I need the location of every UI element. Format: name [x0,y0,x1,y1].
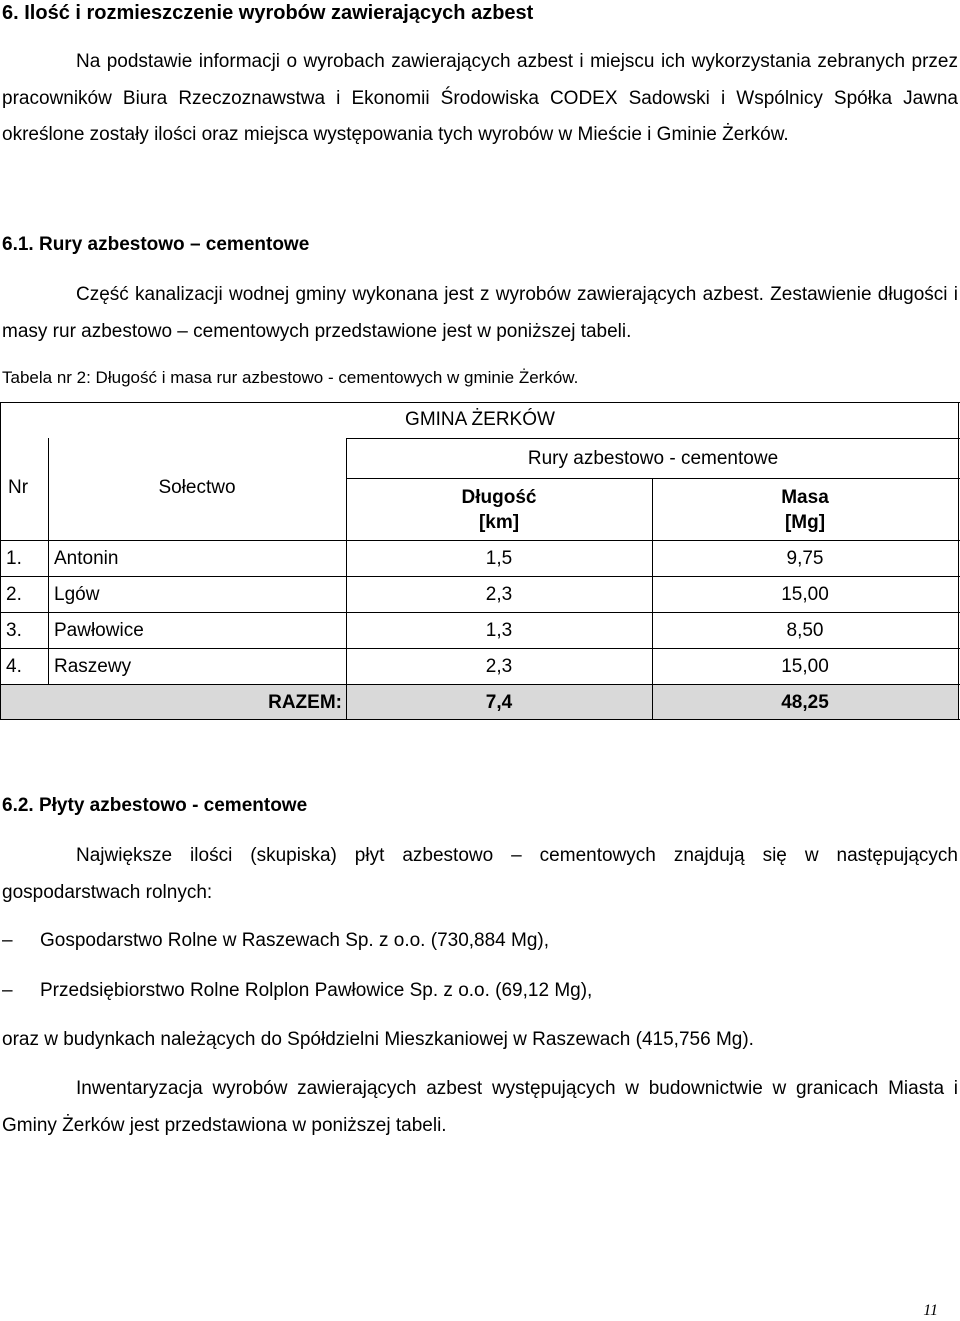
section-heading: 6. Ilość i rozmieszczenie wyrobów zawierających azbest [2,2,534,24]
row-masa: 8,50 [786,620,824,641]
total-masa: 48,25 [781,692,829,713]
list-marker: – [2,930,13,951]
intro-text: Na podstawie informacji o wyrobach zawierających azbest i miejscu ich wykorzystania zebranych przez pracowników Biura Rzeczoznawstwa i Ekonomii Środowiska CODEX Sadowski i Wspólnicy Spółka Jawna określone zostały ilości oraz miejsca występowania tych wyrobów w Mieście i Gminie Żerków. [2,51,958,145]
header-solectwo: Sołectwo [158,477,236,498]
list-item-text: Gospodarstwo Rolne w Raszewach Sp. z o.o. (730,884 Mg), [40,930,550,951]
intro-paragraph [2,44,958,154]
row-nr: 4. [6,656,22,677]
header-masa-unit: [Mg] [784,512,826,533]
row-nr: 3. [6,620,22,641]
header-gmina: GMINA ŻERKÓW [405,409,555,430]
header-dlugosc-unit: [km] [478,512,520,533]
list-item [2,930,549,952]
subsection-heading-rury: 6.1. Rury azbestowo – cementowe [2,234,310,255]
row-name: Pawłowice [54,620,144,641]
row-name: Raszewy [54,656,132,677]
rury-text: Część kanalizacji wodnej gminy wykonana jest z wyrobów zawierających azbest. Zestawienie długości i masy rur azbestowo – cementowych przedstawione jest w poniższej tabeli. [2,284,958,342]
list-item-text: Przedsiębiorstwo Rolne Rolplon Pawłowice Sp. z o.o. (69,12 Mg), [40,980,593,1001]
row-nr: 1. [6,548,22,569]
list-item [2,980,592,1002]
header-rury: Rury azbestowo - cementowe [527,448,779,469]
row-dlugosc: 1,5 [485,548,513,569]
table-caption: Tabela nr 2: Długość i masa rur azbestowo - cementowych w gminie Żerków. [2,368,579,387]
header-nr: Nr [8,477,29,498]
header-masa: Masa [781,487,829,508]
row-masa: 9,75 [786,548,824,569]
after-list-text: oraz w budynkach należących do Spółdzielni Mieszkaniowej w Raszewach (415,756 Mg). [2,1029,754,1050]
list-marker: – [2,980,13,1001]
rury-paragraph [2,277,958,350]
row-masa: 15,00 [781,584,829,605]
row-masa: 15,00 [781,656,829,677]
row-dlugosc: 1,3 [485,620,513,641]
total-label: RAZEM: [268,692,342,713]
row-name: Antonin [54,548,119,569]
inventory-paragraph [2,1071,958,1144]
row-dlugosc: 2,3 [485,584,513,605]
plyty-paragraph [2,838,958,911]
row-dlugosc: 2,3 [485,656,513,677]
rury-table [0,402,960,720]
total-dlugosc: 7,4 [485,692,513,713]
header-dlugosc: Długość [461,487,537,508]
row-name: Lgów [54,584,100,605]
subsection-heading-plyty: 6.2. Płyty azbestowo - cementowe [2,795,308,816]
plyty-text: Największe ilości (skupiska) płyt azbestowo – cementowych znajdują się w następujących gospodarstwach rolnych: [2,845,958,903]
page-number: 11 [923,1302,938,1319]
row-nr: 2. [6,584,22,605]
inventory-text: Inwentaryzacja wyrobów zawierających azbest występujących w budownictwie w granicach Miasta i Gminy Żerków jest przedstawiona w poniższej tabeli. [2,1078,958,1136]
